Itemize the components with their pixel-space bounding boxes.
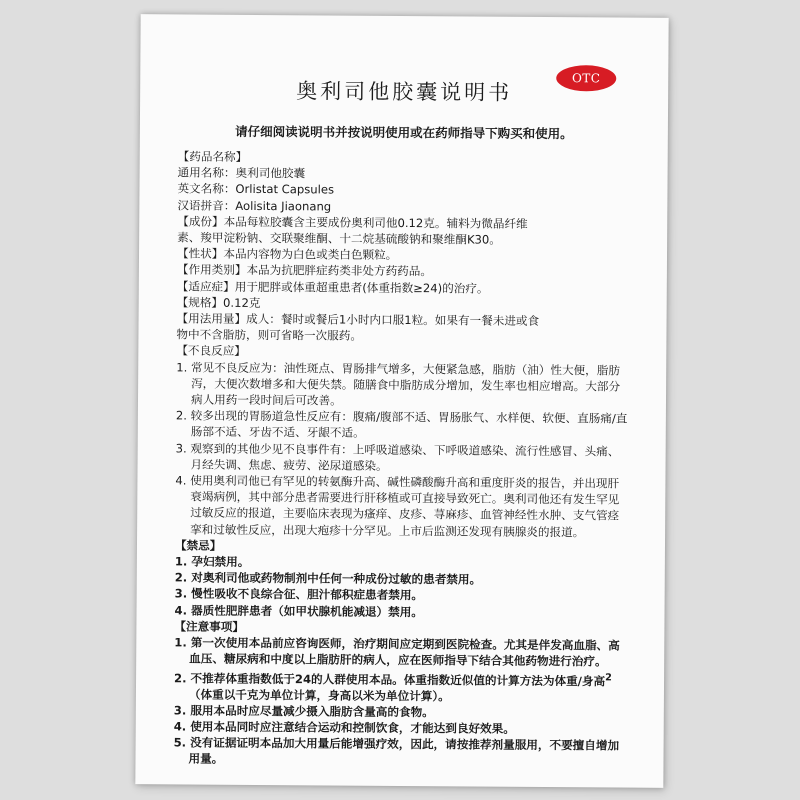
- adverse-item-3: 3. 观察到的其他少见不良事件有：上呼吸道感染、下呼吸道感染、流行性感冒、头痛、月经失调、焦虑、疲劳、泌尿道感染。: [175, 441, 620, 473]
- superscript-2: 2: [605, 671, 612, 683]
- precaution-item-2: [174, 667, 628, 705]
- properties: 【性状】本品内容物为白色或类白色颗粒。: [176, 246, 398, 263]
- precaution-item-4: 4. 使用本品同时应注意结合运动和控制饮食，才能达到良好效果。: [173, 719, 515, 736]
- precautions-heading: 【注意事项】: [174, 619, 245, 634]
- adverse-item-4: 4. 使用奥利司他已有罕见的转氨酶升高、碱性磷酸酶升高和重度肝炎的报告，并出现肝衰竭病例，其中部分患者需要进行肝移植或可直接导致死亡。奥利司他还有发生罕见过敏反应的报道，主要临床表现为瘙痒、皮疹、荨麻疹、血管神经性水肿、支气管痉挛和过敏性反应，出现大疱疹十分罕见。上市后监测还发现有胰腺炎的报道。: [175, 473, 620, 539]
- specification: 【规格】0.12克: [176, 295, 261, 310]
- document-title: 奥利司他胶囊说明书: [296, 79, 513, 105]
- composition-line-1: 【成份】本品每粒胶囊含主要成份奥利司他0.12克。辅料为微晶纤维: [177, 214, 528, 231]
- pinyin-name: 汉语拼音：Aolisita Jiaonang: [177, 198, 332, 214]
- drug-name-heading: 【药品名称】: [177, 149, 248, 164]
- common-name: 通用名称：奥利司他胶囊: [177, 165, 306, 181]
- precaution-item-3: 3. 服用本品时应尽量减少摄入脂肪含量高的食物。: [173, 703, 434, 719]
- english-name: 英文名称：Orlistat Capsules: [177, 181, 335, 197]
- dosage-line-1: 【用法用量】成人：餐时或餐后1小时内口服1粒。如果有一餐未进或食: [176, 311, 540, 328]
- instruction-leaflet: [135, 14, 668, 788]
- contraindication-item-2: 2. 对奥利司他或药物制剂中任何一种成份过敏的患者禁用。: [174, 570, 482, 587]
- precaution-item-2-main: 2. 不推荐体重指数低于24的人群使用本品。体重指数近似值的计算方法为体重/身高: [174, 670, 606, 688]
- contraindication-item-3: 3. 慢性吸收不良综合征、胆汁郁积症患者禁用。: [174, 586, 424, 603]
- adverse-item-1: 1. 常见不良反应为：油性斑点、胃肠排气增多，大便紧急感，脂肪（油）性大便，脂肪泻，大便次数增多和大便失禁。随膳食中脂肪成分增加，发生率也相应增高。大部分病人用药一段时间后可改善。: [176, 360, 621, 408]
- leaflet-body: [173, 148, 631, 770]
- category: 【作用类别】本品为抗肥胖症药类非处方药药品。: [176, 262, 433, 279]
- indication: 【适应症】用于肥胖或体重超重患者(体重指数≥24)的治疗。: [176, 279, 489, 296]
- reading-notice: 请仔细阅读说明书并按说明使用或在药师指导下购买和使用。: [235, 123, 573, 142]
- precaution-item-1: 1. 第一次使用本品前应咨询医师，治疗期间应定期到医院检查。尤其是伴发高血脂、高血压、糖尿病和中度以上脂肪肝的病人，应在医师指导下结合其他药物进行治疗。: [174, 635, 620, 669]
- contraindication-item-4: 4. 器质性肥胖患者（如甲状腺机能减退）禁用。: [174, 603, 423, 619]
- composition-line-2: 素、羧甲淀粉钠、交联聚维酮、十二烷基硫酸钠和聚维酮K30。: [177, 230, 501, 247]
- adverse-item-2: 2. 较多出现的胃肠道急性反应有：腹痛/腹部不适、胃肠胀气、水样便、软便、直肠痛/直肠部不适、牙齿不适、牙龈不适。: [175, 408, 628, 441]
- dosage-line-2: 物中不含脂肪，则可省略一次服药。: [176, 327, 363, 343]
- precaution-item-2-rest: （体重以千克为单位计算，身高以米为单位计算）。: [188, 687, 450, 703]
- adverse-heading: 【不良反应】: [176, 343, 246, 359]
- contraindications-heading: 【禁忌】: [174, 538, 222, 553]
- precaution-item-5: 5. 没有证据证明本品加大用量后能增强疗效，因此，请按推荐剂量服用，不要擅自增加用量。: [173, 735, 620, 767]
- otc-badge: OTC: [556, 65, 616, 91]
- contraindication-item-1: 1. 孕妇禁用。: [174, 554, 250, 570]
